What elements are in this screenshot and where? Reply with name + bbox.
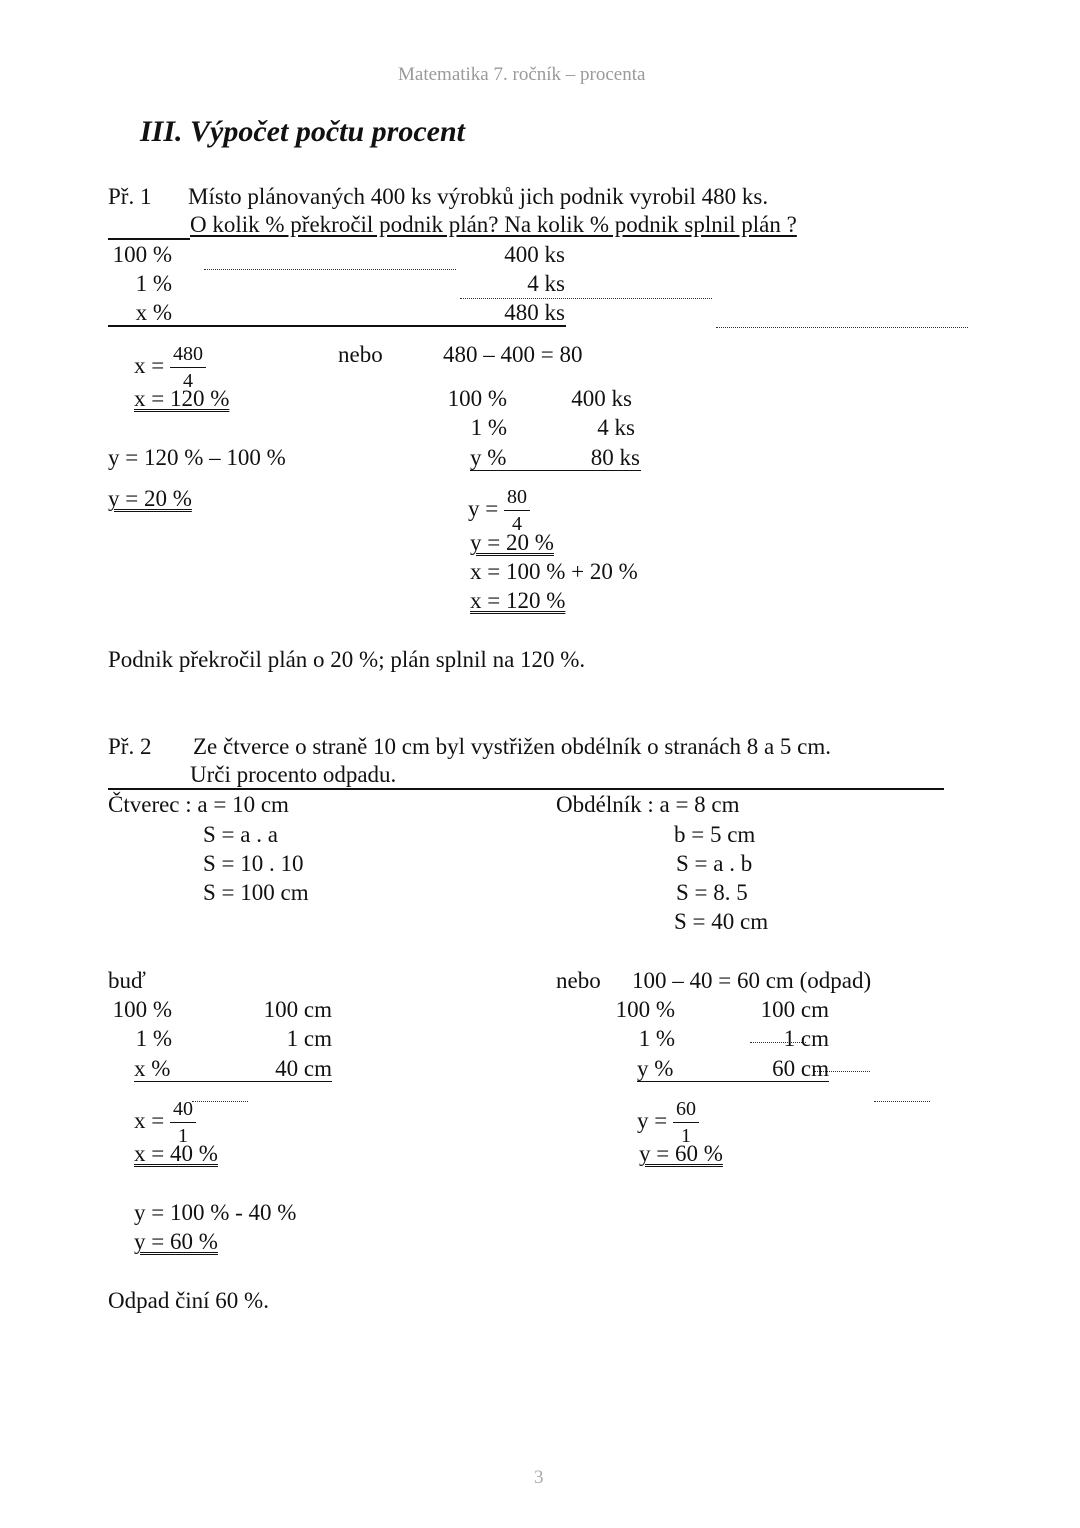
difference-equation: 480 – 400 = 80 — [443, 342, 583, 367]
proportion-left: 100 % — [112, 997, 172, 1022]
proportion-right: 60 cm — [772, 1056, 829, 1081]
fraction-denominator: 1 — [680, 1125, 691, 1147]
or-label: nebo — [338, 342, 383, 367]
y-result: y = 60 % — [134, 1229, 218, 1254]
square-line2: S = a . a — [203, 822, 278, 847]
rectangle-line5: S = 40 cm — [674, 909, 769, 934]
example2-problem-line1: Ze čtverce o straně 10 cm byl vystřižen obdélník o stranách 8 a 5 cm. — [193, 734, 832, 759]
page-number: 3 — [534, 1467, 544, 1488]
example2-answer: Odpad činí 60 %. — [108, 1288, 269, 1313]
fraction-numerator: 80 — [504, 484, 530, 511]
x-eq-label: x = — [134, 352, 165, 378]
proportion-left: 100 % — [615, 997, 675, 1022]
rectangle-line3: S = a . b — [676, 851, 753, 876]
proportion-left: 100 % — [112, 242, 172, 267]
y-result: y = 20 % — [108, 486, 192, 511]
square-line1: Čtverec : a = 10 cm — [108, 792, 289, 817]
example1-answer: Podnik překročil plán o 20 %; plán splnil na 120 %. — [108, 647, 586, 672]
either-label: buď — [108, 968, 146, 993]
proportion-right: 1 cm — [286, 1026, 332, 1051]
x-result: x = 120 % — [134, 386, 230, 411]
proportion-left: 1 % — [135, 271, 172, 296]
divider-line — [108, 788, 944, 790]
example1-label: Př. 1 — [108, 184, 152, 209]
divider-line — [134, 1081, 332, 1082]
proportion-right: 4 ks — [527, 271, 565, 296]
example1-problem-line2: O kolik % překročil podnik plán? Na kolik % podnik splnil plán ? — [190, 212, 797, 237]
proportion-right: 480 ks — [504, 300, 565, 325]
x-equation: x = 100 % + 20 % — [470, 559, 638, 584]
y-equation: y = 100 % - 40 % — [134, 1200, 297, 1225]
dotted-leader — [192, 1101, 248, 1102]
y-eq-label: y = — [468, 495, 499, 521]
section-title: III. Výpočet počtu procent — [140, 115, 465, 148]
rectangle-line1: Obdélník : a = 8 cm — [556, 792, 740, 817]
proportion-left: 1 % — [638, 1026, 675, 1051]
proportion-left: 100 % — [447, 386, 507, 411]
fraction-denominator: 1 — [177, 1125, 188, 1147]
proportion-right: 400 ks — [571, 386, 632, 411]
rectangle-line2: b = 5 cm — [674, 822, 756, 847]
proportion-right: 100 cm — [760, 997, 829, 1022]
y-eq-label: y = — [637, 1107, 668, 1133]
difference-equation: 100 – 40 = 60 cm (odpad) — [632, 968, 872, 993]
running-header: Matematika 7. ročník – procenta — [398, 64, 646, 85]
square-line4: S = 100 cm — [203, 880, 309, 905]
proportion-right: 400 ks — [504, 242, 565, 267]
x-result: x = 40 % — [134, 1141, 218, 1166]
proportion-right: 1 cm — [783, 1026, 829, 1051]
proportion-left: x % — [134, 1056, 171, 1081]
dotted-leader — [204, 269, 456, 270]
x-eq-label: x = — [134, 1107, 165, 1133]
dotted-leader — [874, 1101, 930, 1102]
divider-line — [108, 238, 190, 240]
x-result: x = 120 % — [470, 588, 566, 613]
example2-label: Př. 2 — [108, 734, 152, 759]
example2-problem-line2: Urči procento odpadu. — [190, 762, 397, 787]
rectangle-line4: S = 8. 5 — [676, 880, 748, 905]
or-label: nebo — [556, 968, 601, 993]
proportion-right: 40 cm — [275, 1056, 332, 1081]
fraction-numerator: 480 — [170, 341, 206, 368]
fraction-denominator: 4 — [511, 513, 522, 535]
proportion-left: 1 % — [135, 1026, 172, 1051]
proportion-right: 4 ks — [597, 415, 635, 440]
proportion-right: 80 ks — [590, 445, 640, 470]
divider-line — [470, 470, 641, 471]
fraction-numerator: 40 — [170, 1096, 196, 1123]
proportion-left: y % — [637, 1056, 674, 1081]
fraction-numerator: 60 — [673, 1096, 699, 1123]
proportion-left: 1 % — [470, 415, 507, 440]
y-equation: y = 120 % – 100 % — [108, 445, 286, 470]
dotted-leader — [716, 327, 968, 328]
proportion-right: 100 cm — [263, 997, 332, 1022]
fraction-denominator: 4 — [182, 370, 193, 392]
proportion-left: x % — [135, 300, 172, 325]
example1-problem-line1: Místo plánovaných 400 ks výrobků jich podnik vyrobil 480 ks. — [188, 184, 769, 209]
y-result: y = 60 % — [639, 1141, 723, 1166]
proportion-left: y % — [470, 445, 507, 470]
divider-line — [108, 325, 566, 327]
divider-line — [637, 1081, 829, 1082]
square-line3: S = 10 . 10 — [203, 851, 304, 876]
y-result: y = 20 % — [470, 530, 554, 555]
